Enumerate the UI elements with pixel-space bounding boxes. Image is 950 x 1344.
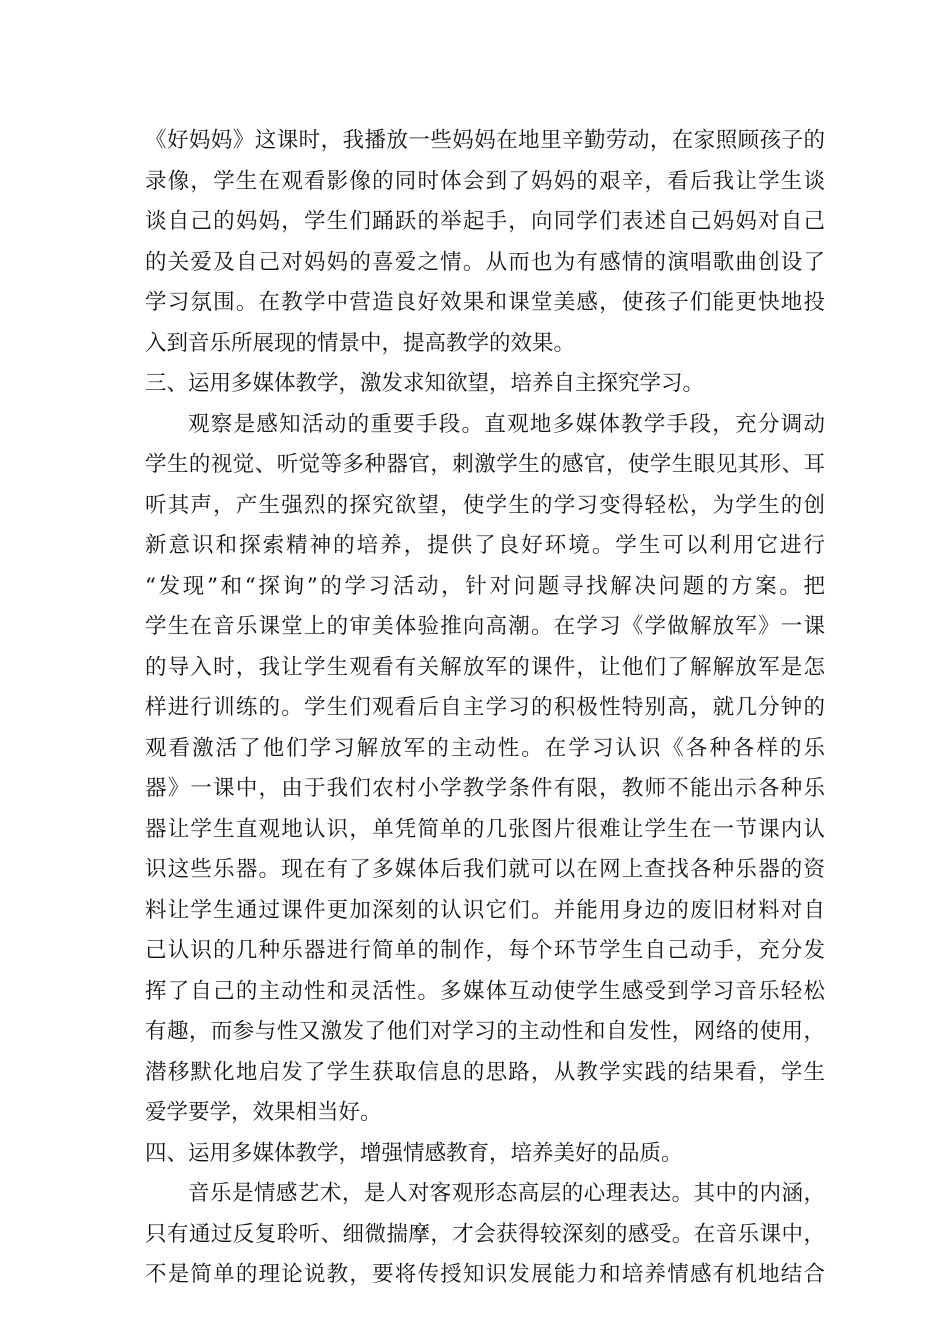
section-heading: 四、运用多媒体教学，增强情感教育，培养美好的品质。: [145, 1140, 683, 1166]
text-line: 学生在音乐课堂上的审美体验推向高潮。在学习《学做解放军》一课: [145, 614, 825, 639]
text-line: 的导入时，我让学生观看有关解放军的课件，让他们了解解放军是怎: [145, 654, 825, 680]
text-line: 学习氛围。在教学中营造良好效果和课堂美感，使孩子们能更快地投: [145, 290, 825, 315]
document-body: [145, 121, 825, 1296]
text-line: 挥了自己的主动性和灵活性。多媒体互动使学生感受到学习音乐轻松: [145, 978, 825, 1004]
text-line: 料让学生通过课件更加深刻的认识它们。并能用身边的废旧材料对自: [145, 897, 825, 923]
text-line: 爱学要学，效果相当好。: [145, 1100, 382, 1125]
text-line: 器》一课中，由于我们农村小学教学条件有限，教师不能出示各种乐: [145, 776, 825, 801]
text-line: 谈自己的妈妈，学生们踊跃的举起手，向同学们表述自己妈妈对自己: [145, 209, 825, 234]
text-line: 学生的视觉、听觉等多种器官，刺激学生的感官，使学生眼见其形、耳: [145, 452, 825, 477]
text-line: 潜移默化地启发了学生获取信息的思路，从教学实践的结果看，学生: [145, 1059, 825, 1085]
text-line: 新意识和探索精神的培养，提供了良好环境。学生可以利用它进行: [145, 533, 825, 558]
text-line: 样进行训练的。学生们观看后自主学习的积极性特别高，就几分钟的: [145, 695, 825, 720]
text-line: 的关爱及自己对妈妈的喜爱之情。从而也为有感情的演唱歌曲创设了: [145, 249, 825, 275]
text-line: 入到音乐所展现的情景中，提高教学的效果。: [145, 330, 576, 356]
text-line: 有趣，而参与性又激发了他们对学习的主动性和自发性，网络的使用，: [145, 1019, 825, 1044]
text-line: 录像，学生在观看影像的同时体会到了妈妈的艰辛，看后我让学生谈: [145, 168, 825, 194]
text-line: 不是简单的理论说教，要将传授知识发展能力和培养情感有机地结合: [145, 1262, 825, 1287]
text-line: 器让学生直观地认识，单凭简单的几张图片很难让学生在一节课内认: [145, 816, 825, 842]
text-line: 观察是感知活动的重要手段。直观地多媒体教学手段，充分调动: [188, 411, 825, 437]
text-line: 只有通过反复聆听、细微揣摩，才会获得较深刻的感受。在音乐课中，: [145, 1221, 825, 1247]
text-line: 听其声，产生强烈的探究欲望，使学生的学习变得轻松，为学生的创: [145, 492, 825, 518]
text-line: 识这些乐器。现在有了多媒体后我们就可以在网上查找各种乐器的资: [145, 857, 825, 882]
text-line: 《好妈妈》这课时，我播放一些妈妈在地里辛勤劳动，在家照顾孩子的: [145, 128, 825, 153]
text-line: 己认识的几种乐器进行简单的制作，每个环节学生自己动手，充分发: [145, 938, 825, 963]
text-line: “发现”和“探询”的学习活动，针对问题寻找解决问题的方案。把: [145, 573, 825, 599]
text-line: 音乐是情感艺术，是人对客观形态高层的心理表达。其中的内涵，: [188, 1181, 825, 1206]
text-line: 观看激活了他们学习解放军的主动性。在学习认识《各种各样的乐: [145, 735, 825, 761]
section-heading: 三、运用多媒体教学，激发求知欲望，培养自主探究学习。: [145, 371, 705, 396]
